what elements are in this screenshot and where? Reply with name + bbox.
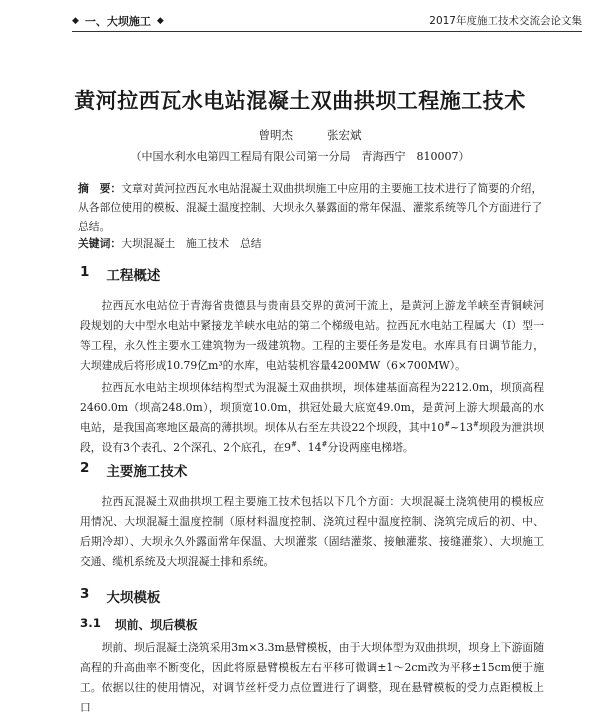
section-title: 工程概述 bbox=[106, 268, 161, 284]
section-title: 主要施工技术 bbox=[106, 464, 188, 480]
body-paragraph bbox=[80, 678, 544, 718]
section-number: 2 bbox=[80, 460, 90, 476]
section-title: 大坝模板 bbox=[106, 590, 161, 606]
paragraph-text: 拉西瓦混凝土双曲拱坝工程主要施工技术包括以下几个方面：大坝混凝土浇筑使用的模板应用情况、大坝混凝土温度控制（原材料温度控制、浇筑过程中温度控制、浇筑完成后的初、中、后期冷却）、大坝永久外露面常年保温、大坝灌浆（固结灌浆、接触灌浆、接缝灌浆）、大坝施工交通、缆机系统及大坝混凝土排和系统。 bbox=[80, 495, 544, 568]
paragraph-text: 坝前、坝后混凝土浇筑采用3m×3.3m悬臂模板，由于大坝体型为双曲拱坝，坝身上下游面随高程的升高曲率不断变化，因此将原悬臂模板左右平移可微调±1～2cm改为平移±15cm便于施工。 bbox=[80, 641, 544, 694]
subsection-number: 3.1 bbox=[80, 616, 101, 630]
section-heading bbox=[80, 586, 160, 606]
author-list bbox=[0, 127, 600, 143]
body-paragraph bbox=[80, 492, 544, 572]
body-paragraph bbox=[80, 296, 544, 376]
section-number: 3 bbox=[80, 586, 90, 602]
diamond-bullet-icon: ◆ bbox=[156, 16, 164, 26]
keywords bbox=[78, 236, 544, 251]
abstract bbox=[78, 179, 544, 236]
abstract-text: 文章对黄河拉西瓦水电站混凝土双曲拱坝施工中应用的主要施工技术进行了简要的介绍，从各部位使用的模板、混凝土温度控制、大坝永久暴露面的常年保温、灌浆系统等几个方面进行了总结。 bbox=[78, 182, 543, 233]
running-header bbox=[72, 13, 582, 29]
paper-title: 黄河拉西瓦水电站混凝土双曲拱坝工程施工技术 bbox=[74, 89, 526, 113]
header-left-text: 一、大坝施工 bbox=[84, 15, 151, 28]
paragraph-text: 依据以往的使用情况，对调节丝杆受力点位置进行了调整，现在悬臂模板的受力点距模板上口 bbox=[80, 681, 544, 714]
header-rule bbox=[72, 31, 582, 32]
body-paragraph bbox=[80, 378, 544, 458]
author-name: 张宏斌 bbox=[327, 128, 362, 142]
author-name: 曾明杰 bbox=[258, 128, 293, 142]
abstract-label: 摘 要： bbox=[78, 182, 122, 195]
section-number: 1 bbox=[80, 264, 90, 280]
section-heading bbox=[80, 460, 187, 480]
affiliation: （中国水利水电第四工程局有限公司第一分局 青海西宁 810007） bbox=[130, 150, 470, 163]
paragraph-text: 拉西瓦水电站主坝坝体结构型式为混凝土双曲拱坝，坝体建基面高程为2212.0m，坝顶高程2460.0m（坝高248.0m），坝顶宽10.0m，拱冠处最大底宽49.0m，是黄河上游大坝最高的水电站，是我国高寒地区最高的薄拱坝。坝体从右至左共设22个坝段，其中10#~13#坝段为泄洪坝段，设有3个表孔、2个深孔、2个底孔，在9#、14#分设两座电梯塔。 bbox=[80, 381, 545, 454]
section-heading bbox=[80, 264, 160, 284]
keywords-text: 大坝混凝土 施工技术 总结 bbox=[121, 237, 262, 250]
header-right-text: 2017年度施工技术交流会论文集 bbox=[429, 15, 582, 27]
keywords-label: 关键词： bbox=[78, 237, 122, 250]
diamond-bullet-icon: ◆ bbox=[72, 16, 79, 26]
subsection-title: 坝前、坝后模板 bbox=[114, 618, 198, 632]
header-section-label bbox=[72, 13, 164, 29]
subsection-heading bbox=[80, 616, 198, 633]
paragraph-text: 拉西瓦水电站位于青海省贵德县与贵南县交界的黄河干流上，是黄河上游龙羊峡至青铜峡河段规划的大中型水电站中紧接龙羊峡水电站的第二个梯级电站。拉西瓦水电站工程属大（Ⅰ）型一等工程，永久性主要水工建筑物为一级建筑物。工程的主要任务是发电。水库具有日调节能力，大坝建成后将形成10.79亿m³的水库，电站装机容量4200MW（6×700MW）。 bbox=[80, 299, 544, 372]
